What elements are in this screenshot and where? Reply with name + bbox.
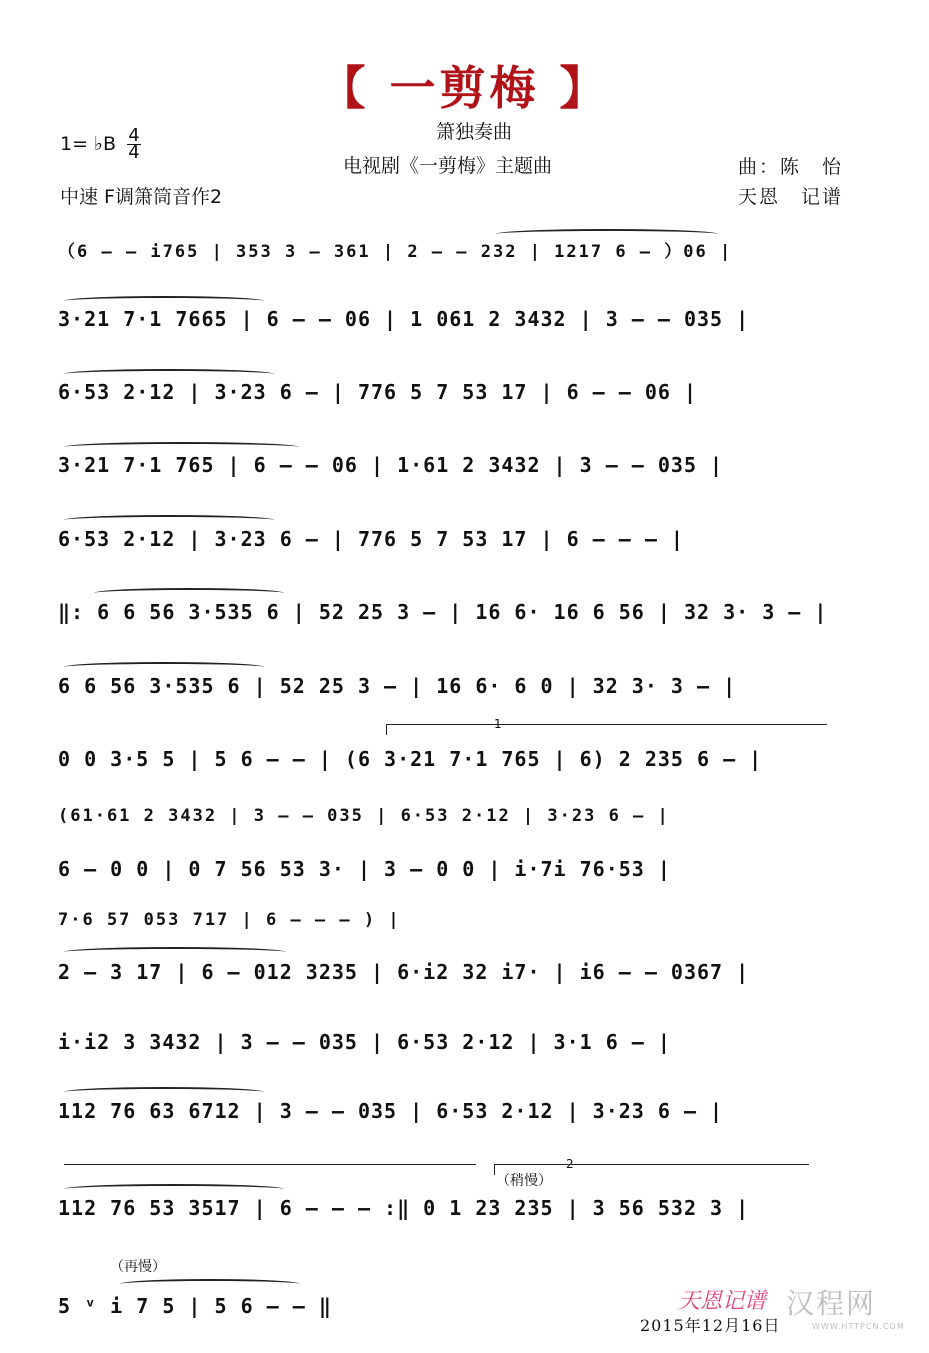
- tempo-instruction: 中速 F调箫筒音作2: [60, 186, 223, 208]
- score-line-9: (61·61 2 3432 | 3 – – 035 | 6·53 2·12 | 3·23 6 – |: [58, 806, 670, 826]
- score-subtitle: 箫独奏曲: [436, 121, 513, 143]
- score-line-4: 3·21 7·1 765 | 6 – – 06 | 1·61 2 3432 | 3 – – 035 |: [58, 453, 724, 477]
- slur: [64, 369, 274, 379]
- slur: [64, 515, 274, 525]
- score-line-13: i·i2 3 3432 | 3 – – 035 | 6·53 2·12 | 3·1 6 – |: [58, 1030, 671, 1054]
- score-line-2: 3·21 7·1 7665 | 6 – – 06 | 1 061 2 3432 | 3 – – 035 |: [58, 307, 750, 331]
- second-ending-number: 2: [566, 1157, 574, 1171]
- key-signature: 1= ♭B: [60, 133, 117, 155]
- score-line-3: 6·53 2·12 | 3·23 6 – | 776 5 7 53 17 | 6 – – 06 |: [58, 380, 698, 404]
- score-line-7: 6 6 56 3·535 6 | 52 25 3 – | 16 6· 6 0 | 32 3· 3 – |: [58, 674, 737, 698]
- time-signature: [127, 125, 141, 163]
- transcriber-watermark: 天恩记谱: [678, 1289, 767, 1314]
- first-ending-number: 1: [494, 717, 502, 731]
- slur: [64, 662, 264, 672]
- composer-credit: 曲：陈 怡: [738, 156, 844, 178]
- slower-again-mark: （再慢）: [110, 1259, 166, 1275]
- score-line-14: 112 76 63 6712 | 3 – – 035 | 6·53 2·12 | 3·23 6 – |: [58, 1099, 724, 1123]
- repeat-bracket: [64, 1164, 476, 1175]
- slur: [64, 296, 264, 306]
- site-url-watermark: WWW.HTTPCN.COM: [812, 1322, 905, 1331]
- slur: [120, 1279, 300, 1289]
- score-line-10: 6 – 0 0 | 0 7 56 53 3· | 3 – 0 0 | i·7i 76·53 |: [58, 857, 671, 881]
- first-ending-bracket: [386, 724, 827, 735]
- score-source: 电视剧《一剪梅》主题曲: [343, 155, 553, 177]
- slur: [64, 1184, 284, 1194]
- time-signature-bottom: 4: [128, 142, 140, 163]
- score-line-15: 112 76 53 3517 | 6 – – – :‖ 0 1 23 235 | 3 56 532 3 |: [58, 1196, 750, 1220]
- slur: [496, 229, 718, 239]
- slur: [64, 442, 299, 452]
- score-line-1: （6 – – i765 | 353 3 – 361 | 2 – – 232 | 1217 6 – ）06 |: [58, 242, 733, 262]
- score-line-5: 6·53 2·12 | 3·23 6 – | 776 5 7 53 17 | 6 – – – |: [58, 527, 684, 551]
- score-line-16: 5 ᵛ i 7 5 | 5 6 – – ‖: [58, 1294, 332, 1318]
- slur: [64, 947, 286, 957]
- score-title: 【 一剪梅 】: [319, 61, 610, 115]
- score-line-11: 7·6 57 053 717 | 6 – – – ) |: [58, 910, 401, 930]
- transcriber-credit: 天恩 记谱: [738, 186, 844, 208]
- score-line-6: ‖: 6 6 56 3·535 6 | 52 25 3 – | 16 6· 16 6 56 | 32 3· 3 – |: [58, 600, 828, 624]
- slur: [64, 1087, 264, 1097]
- score-line-8: 0 0 3·5 5 | 5 6 – – | (6 3·21 7·1 765 | 6) 2 235 6 – |: [58, 747, 763, 771]
- slower-mark: （稍慢）: [496, 1173, 552, 1189]
- transcription-date: 2015年12月16日: [640, 1316, 781, 1335]
- score-line-12: 2 – 3 17 | 6 – 012 3235 | 6·i2 32 i7· | i6 – – 0367 |: [58, 960, 750, 984]
- site-watermark: 汉程网: [786, 1287, 877, 1320]
- slur: [94, 588, 284, 598]
- time-signature-top: 4: [128, 125, 140, 146]
